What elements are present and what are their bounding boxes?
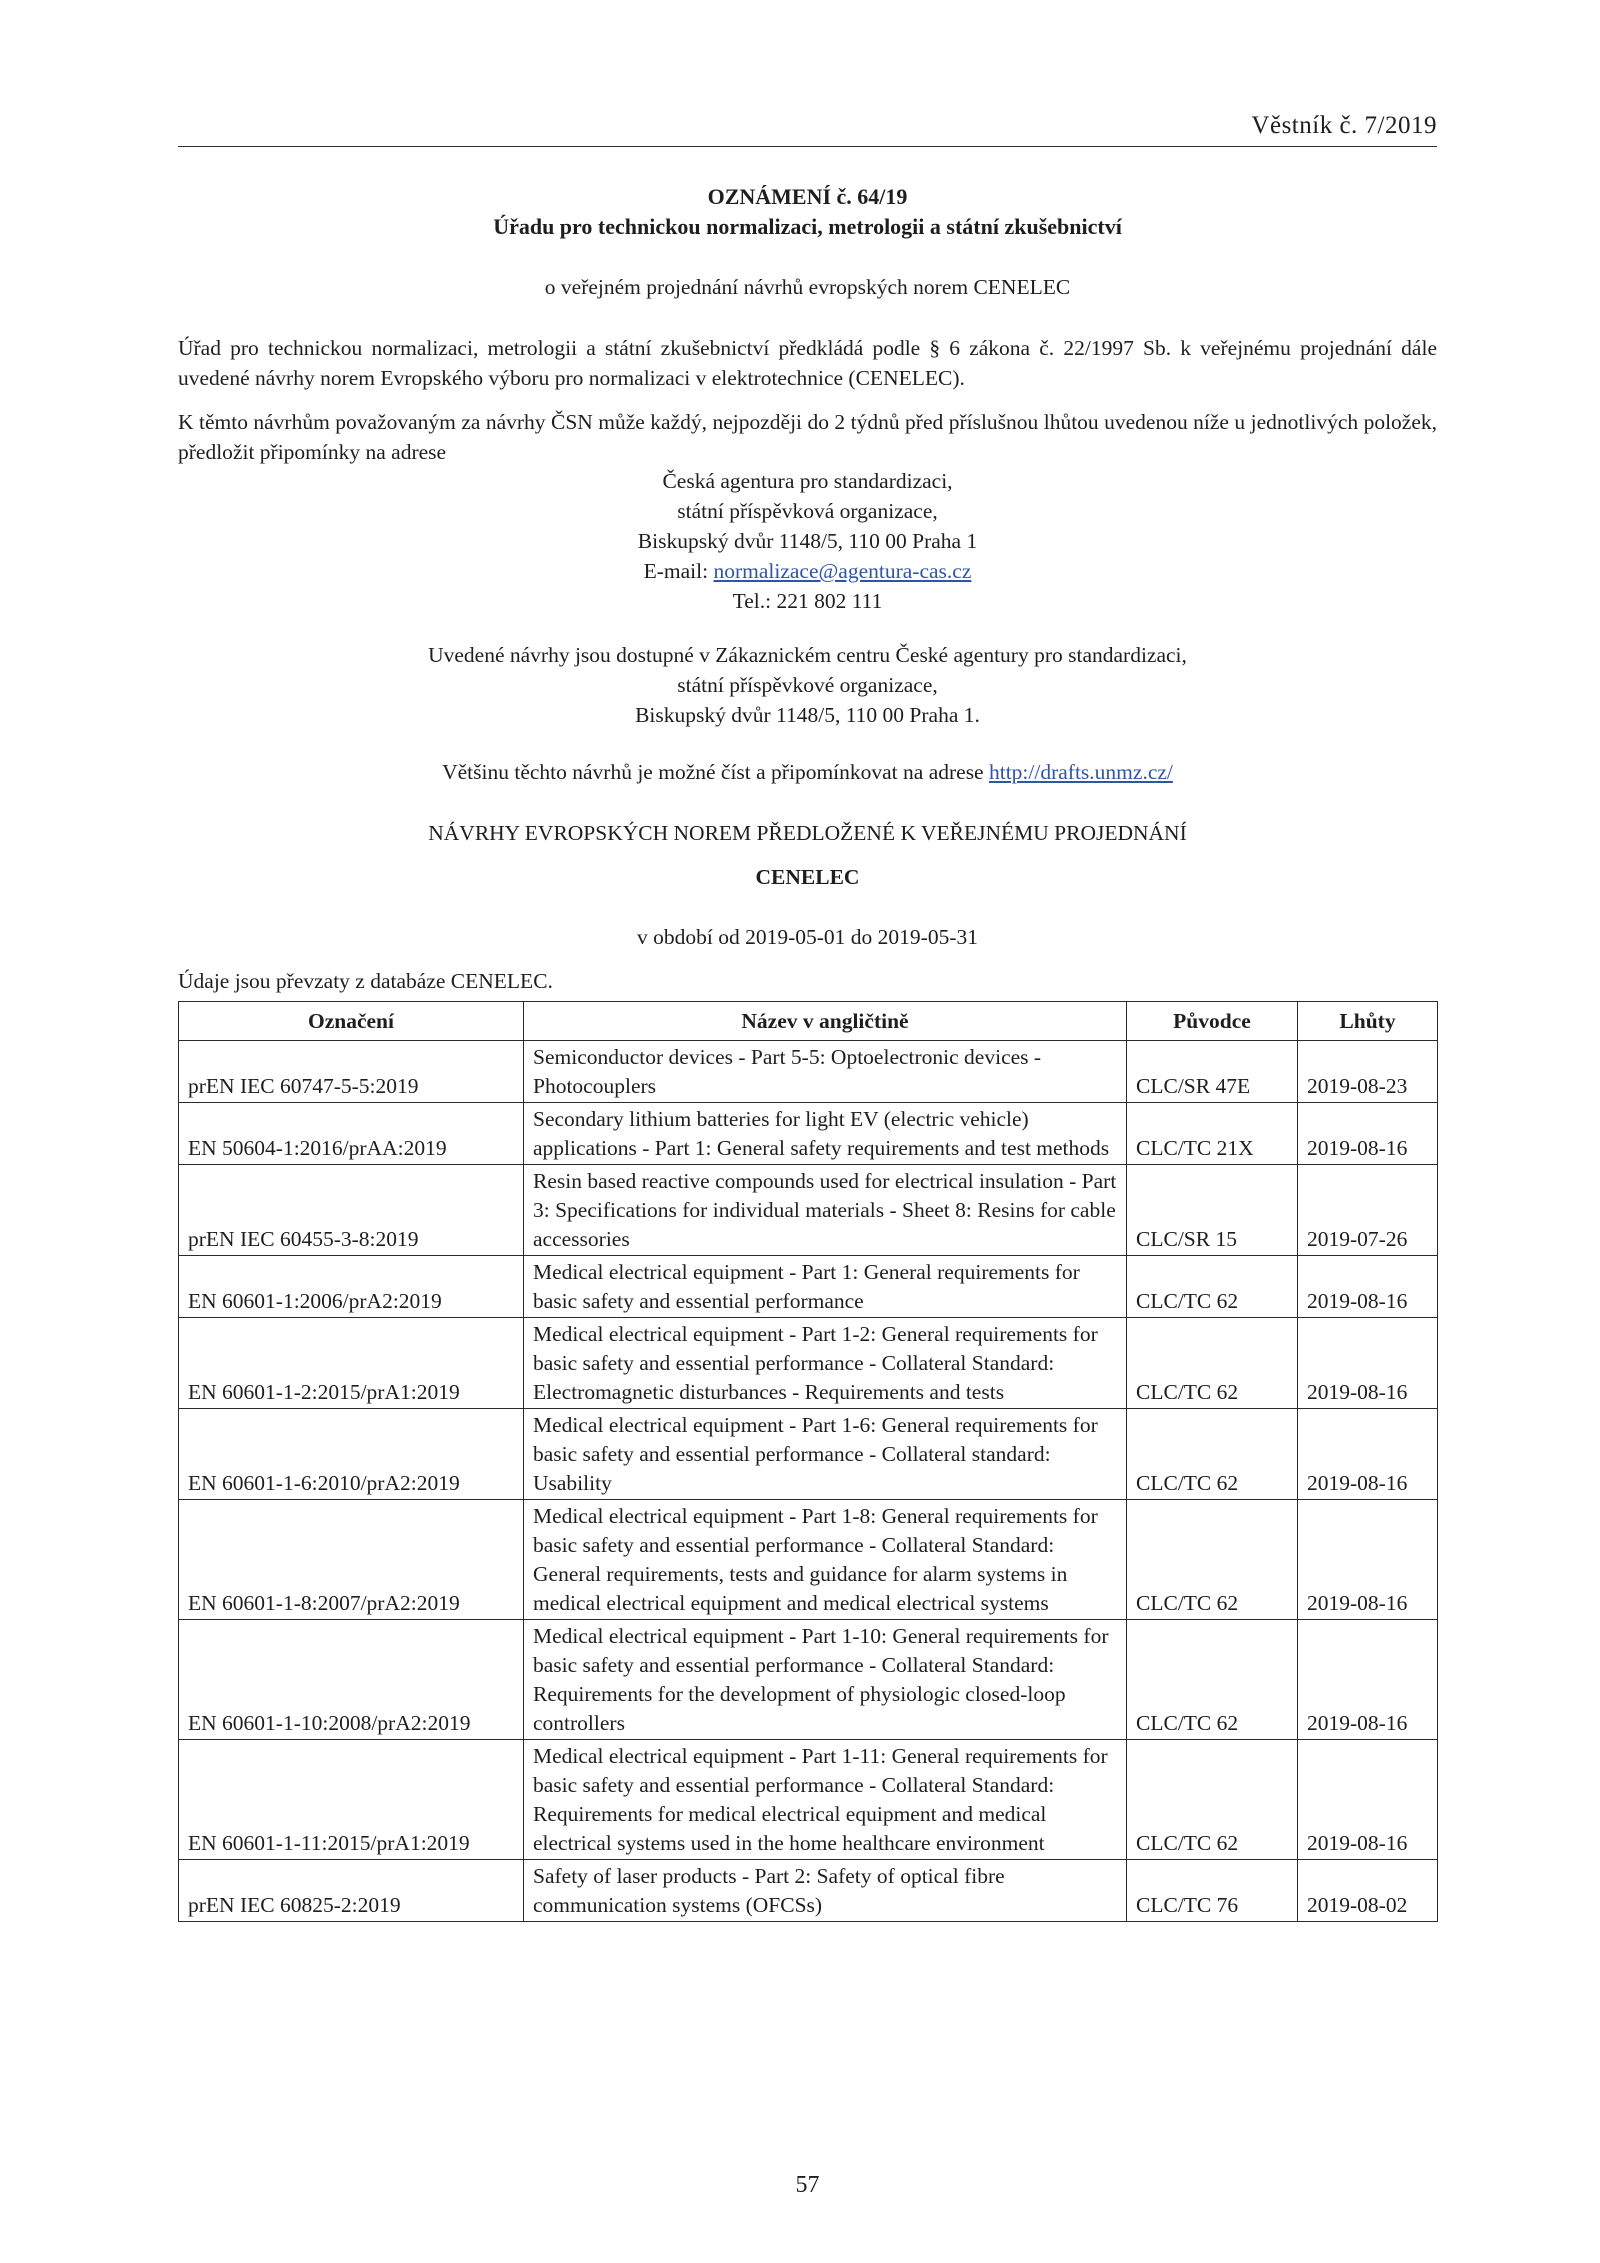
cell-originator: CLC/TC 62 — [1127, 1500, 1298, 1620]
cell-originator: CLC/SR 15 — [1127, 1165, 1298, 1256]
cell-deadline: 2019-08-16 — [1298, 1740, 1438, 1860]
address-line: Česká agentura pro standardizaci, — [662, 469, 953, 493]
column-header-originator: Původce — [1127, 1002, 1298, 1041]
cell-deadline: 2019-08-02 — [1298, 1860, 1438, 1922]
cell-designation: prEN IEC 60455-3-8:2019 — [179, 1165, 524, 1256]
cell-originator: CLC/TC 62 — [1127, 1620, 1298, 1740]
address-line: Biskupský dvůr 1148/5, 110 00 Praha 1 — [637, 529, 978, 553]
cell-originator: CLC/TC 62 — [1127, 1256, 1298, 1318]
drafts-link[interactable]: http://drafts.unmz.cz/ — [988, 760, 1173, 784]
table-row — [179, 1165, 1438, 1256]
table-row — [179, 1256, 1438, 1318]
cell-deadline: 2019-07-26 — [1298, 1165, 1438, 1256]
email-link[interactable]: normalizace@agentura-cas.cz — [713, 559, 972, 583]
cell-designation: prEN IEC 60747-5-5:2019 — [179, 1041, 524, 1103]
cell-title: Safety of laser products - Part 2: Safety of optical fibre communication systems (OFCSs) — [524, 1860, 1127, 1922]
column-header-title: Název v angličtině — [524, 1002, 1127, 1041]
phone-line: Tel.: 221 802 111 — [732, 589, 883, 613]
cell-originator: CLC/TC 62 — [1127, 1318, 1298, 1409]
cell-originator: CLC/TC 21X — [1127, 1103, 1298, 1165]
cell-originator: CLC/SR 47E — [1127, 1041, 1298, 1103]
table-row — [179, 1740, 1438, 1860]
table-row — [179, 1318, 1438, 1409]
availability-line: státní příspěvkové organizace, — [677, 673, 938, 697]
table-row — [179, 1500, 1438, 1620]
cell-title: Medical electrical equipment - Part 1-11: General requirements for basic safety and essential performance - Collateral Standard: Requirements for medical electrical equipment and medical electrical systems used in the home healthcare environment — [524, 1740, 1127, 1860]
table-row — [179, 1041, 1438, 1103]
table-header-row — [179, 1002, 1438, 1041]
cell-designation: EN 60601-1-6:2010/prA2:2019 — [179, 1409, 524, 1500]
cell-deadline: 2019-08-16 — [1298, 1318, 1438, 1409]
cell-designation: prEN IEC 60825-2:2019 — [179, 1860, 524, 1922]
cell-deadline: 2019-08-23 — [1298, 1041, 1438, 1103]
cell-deadline: 2019-08-16 — [1298, 1409, 1438, 1500]
period-line: v období od 2019-05-01 do 2019-05-31 — [637, 925, 978, 949]
cell-designation: EN 60601-1-10:2008/prA2:2019 — [179, 1620, 524, 1740]
notice-authority: Úřadu pro technickou normalizaci, metrologii a státní zkušebnictví — [493, 214, 1122, 239]
cell-designation: EN 60601-1-2:2015/prA1:2019 — [179, 1318, 524, 1409]
table-body — [179, 1041, 1438, 1922]
availability-line: Uvedené návrhy jsou dostupné v Zákaznickém centru České agentury pro standardizaci, — [428, 643, 1187, 667]
cell-title: Medical electrical equipment - Part 1-2: General requirements for basic safety and essential performance - Collateral Standard: Electromagnetic disturbances - Requirements and tests — [524, 1318, 1127, 1409]
section-org: CENELEC — [755, 865, 860, 889]
email-line — [178, 556, 1437, 586]
table-row — [179, 1103, 1438, 1165]
notice-title: OZNÁMENÍ č. 64/19 — [707, 184, 908, 209]
table-row — [179, 1860, 1438, 1922]
cell-originator: CLC/TC 62 — [1127, 1409, 1298, 1500]
address-line: státní příspěvková organizace, — [677, 499, 938, 523]
cell-title: Resin based reactive compounds used for electrical insulation - Part 3: Specifications for individual materials - Sheet 8: Resins for cable accessories — [524, 1165, 1127, 1256]
cell-originator: CLC/TC 76 — [1127, 1860, 1298, 1922]
cell-designation: EN 60601-1:2006/prA2:2019 — [179, 1256, 524, 1318]
norms-table — [178, 1001, 1438, 1922]
cell-title: Medical electrical equipment - Part 1-10: General requirements for basic safety and essential performance - Collateral Standard: Requirements for the development of physiologic closed-loop controllers — [524, 1620, 1127, 1740]
cell-deadline: 2019-08-16 — [1298, 1620, 1438, 1740]
notice-subject: o veřejném projednání návrhů evropských norem CENELEC — [544, 275, 1071, 299]
cell-originator: CLC/TC 62 — [1127, 1740, 1298, 1860]
drafts-line — [178, 757, 1437, 787]
cell-designation: EN 60601-1-11:2015/prA1:2019 — [179, 1740, 524, 1860]
table-row — [179, 1620, 1438, 1740]
cell-title: Medical electrical equipment - Part 1-6: General requirements for basic safety and essential performance - Collateral standard: Usability — [524, 1409, 1127, 1500]
availability-line: Biskupský dvůr 1148/5, 110 00 Praha 1. — [635, 703, 980, 727]
column-header-deadline: Lhůty — [1298, 1002, 1438, 1041]
address-block — [178, 466, 1437, 616]
cell-deadline: 2019-08-16 — [1298, 1500, 1438, 1620]
cell-title: Secondary lithium batteries for light EV (electric vehicle) applications - Part 1: General safety requirements and test methods — [524, 1103, 1127, 1165]
table-row — [179, 1409, 1438, 1500]
section-title: NÁVRHY EVROPSKÝCH NOREM PŘEDLOŽENÉ K VEŘEJNÉMU PROJEDNÁNÍ — [428, 821, 1187, 845]
email-label: E-mail: — [643, 559, 714, 583]
cell-title: Medical electrical equipment - Part 1: General requirements for basic safety and essential performance — [524, 1256, 1127, 1318]
cell-title: Medical electrical equipment - Part 1-8: General requirements for basic safety and essential performance - Collateral Standard: General requirements, tests and guidance for alarm systems in medical electrical equipment and medical electrical systems — [524, 1500, 1127, 1620]
cell-designation: EN 50604-1:2016/prAA:2019 — [179, 1103, 524, 1165]
column-header-designation: Označení — [179, 1002, 524, 1041]
paragraph-comments: K těmto návrhům považovaným za návrhy ČSN může každý, nejpozději do 2 týdnů před příslušnou lhůtou uvedenou níže u jednotlivých položek, předložit připomínky na adrese — [178, 410, 1437, 464]
source-note: Údaje jsou převzaty z databáze CENELEC. — [178, 969, 553, 993]
cell-designation: EN 60601-1-8:2007/prA2:2019 — [179, 1500, 524, 1620]
availability-block — [178, 640, 1437, 730]
paragraph-intro: Úřad pro technickou normalizaci, metrologii a státní zkušebnictví předkládá podle § 6 zákona č. 22/1997 Sb. k veřejnému projednání dále uvedené návrhy norem Evropského výboru pro normalizaci v elektrotechnice (CENELEC). — [178, 336, 1437, 390]
cell-deadline: 2019-08-16 — [1298, 1103, 1438, 1165]
drafts-text: Většinu těchto návrhů je možné číst a připomínkovat na adrese — [442, 760, 989, 784]
header-rule — [178, 146, 1437, 147]
cell-deadline: 2019-08-16 — [1298, 1256, 1438, 1318]
page-number: 57 — [795, 2172, 820, 2198]
cell-title: Semiconductor devices - Part 5-5: Optoelectronic devices - Photocouplers — [524, 1041, 1127, 1103]
running-head: Věstník č. 7/2019 — [1251, 112, 1437, 139]
